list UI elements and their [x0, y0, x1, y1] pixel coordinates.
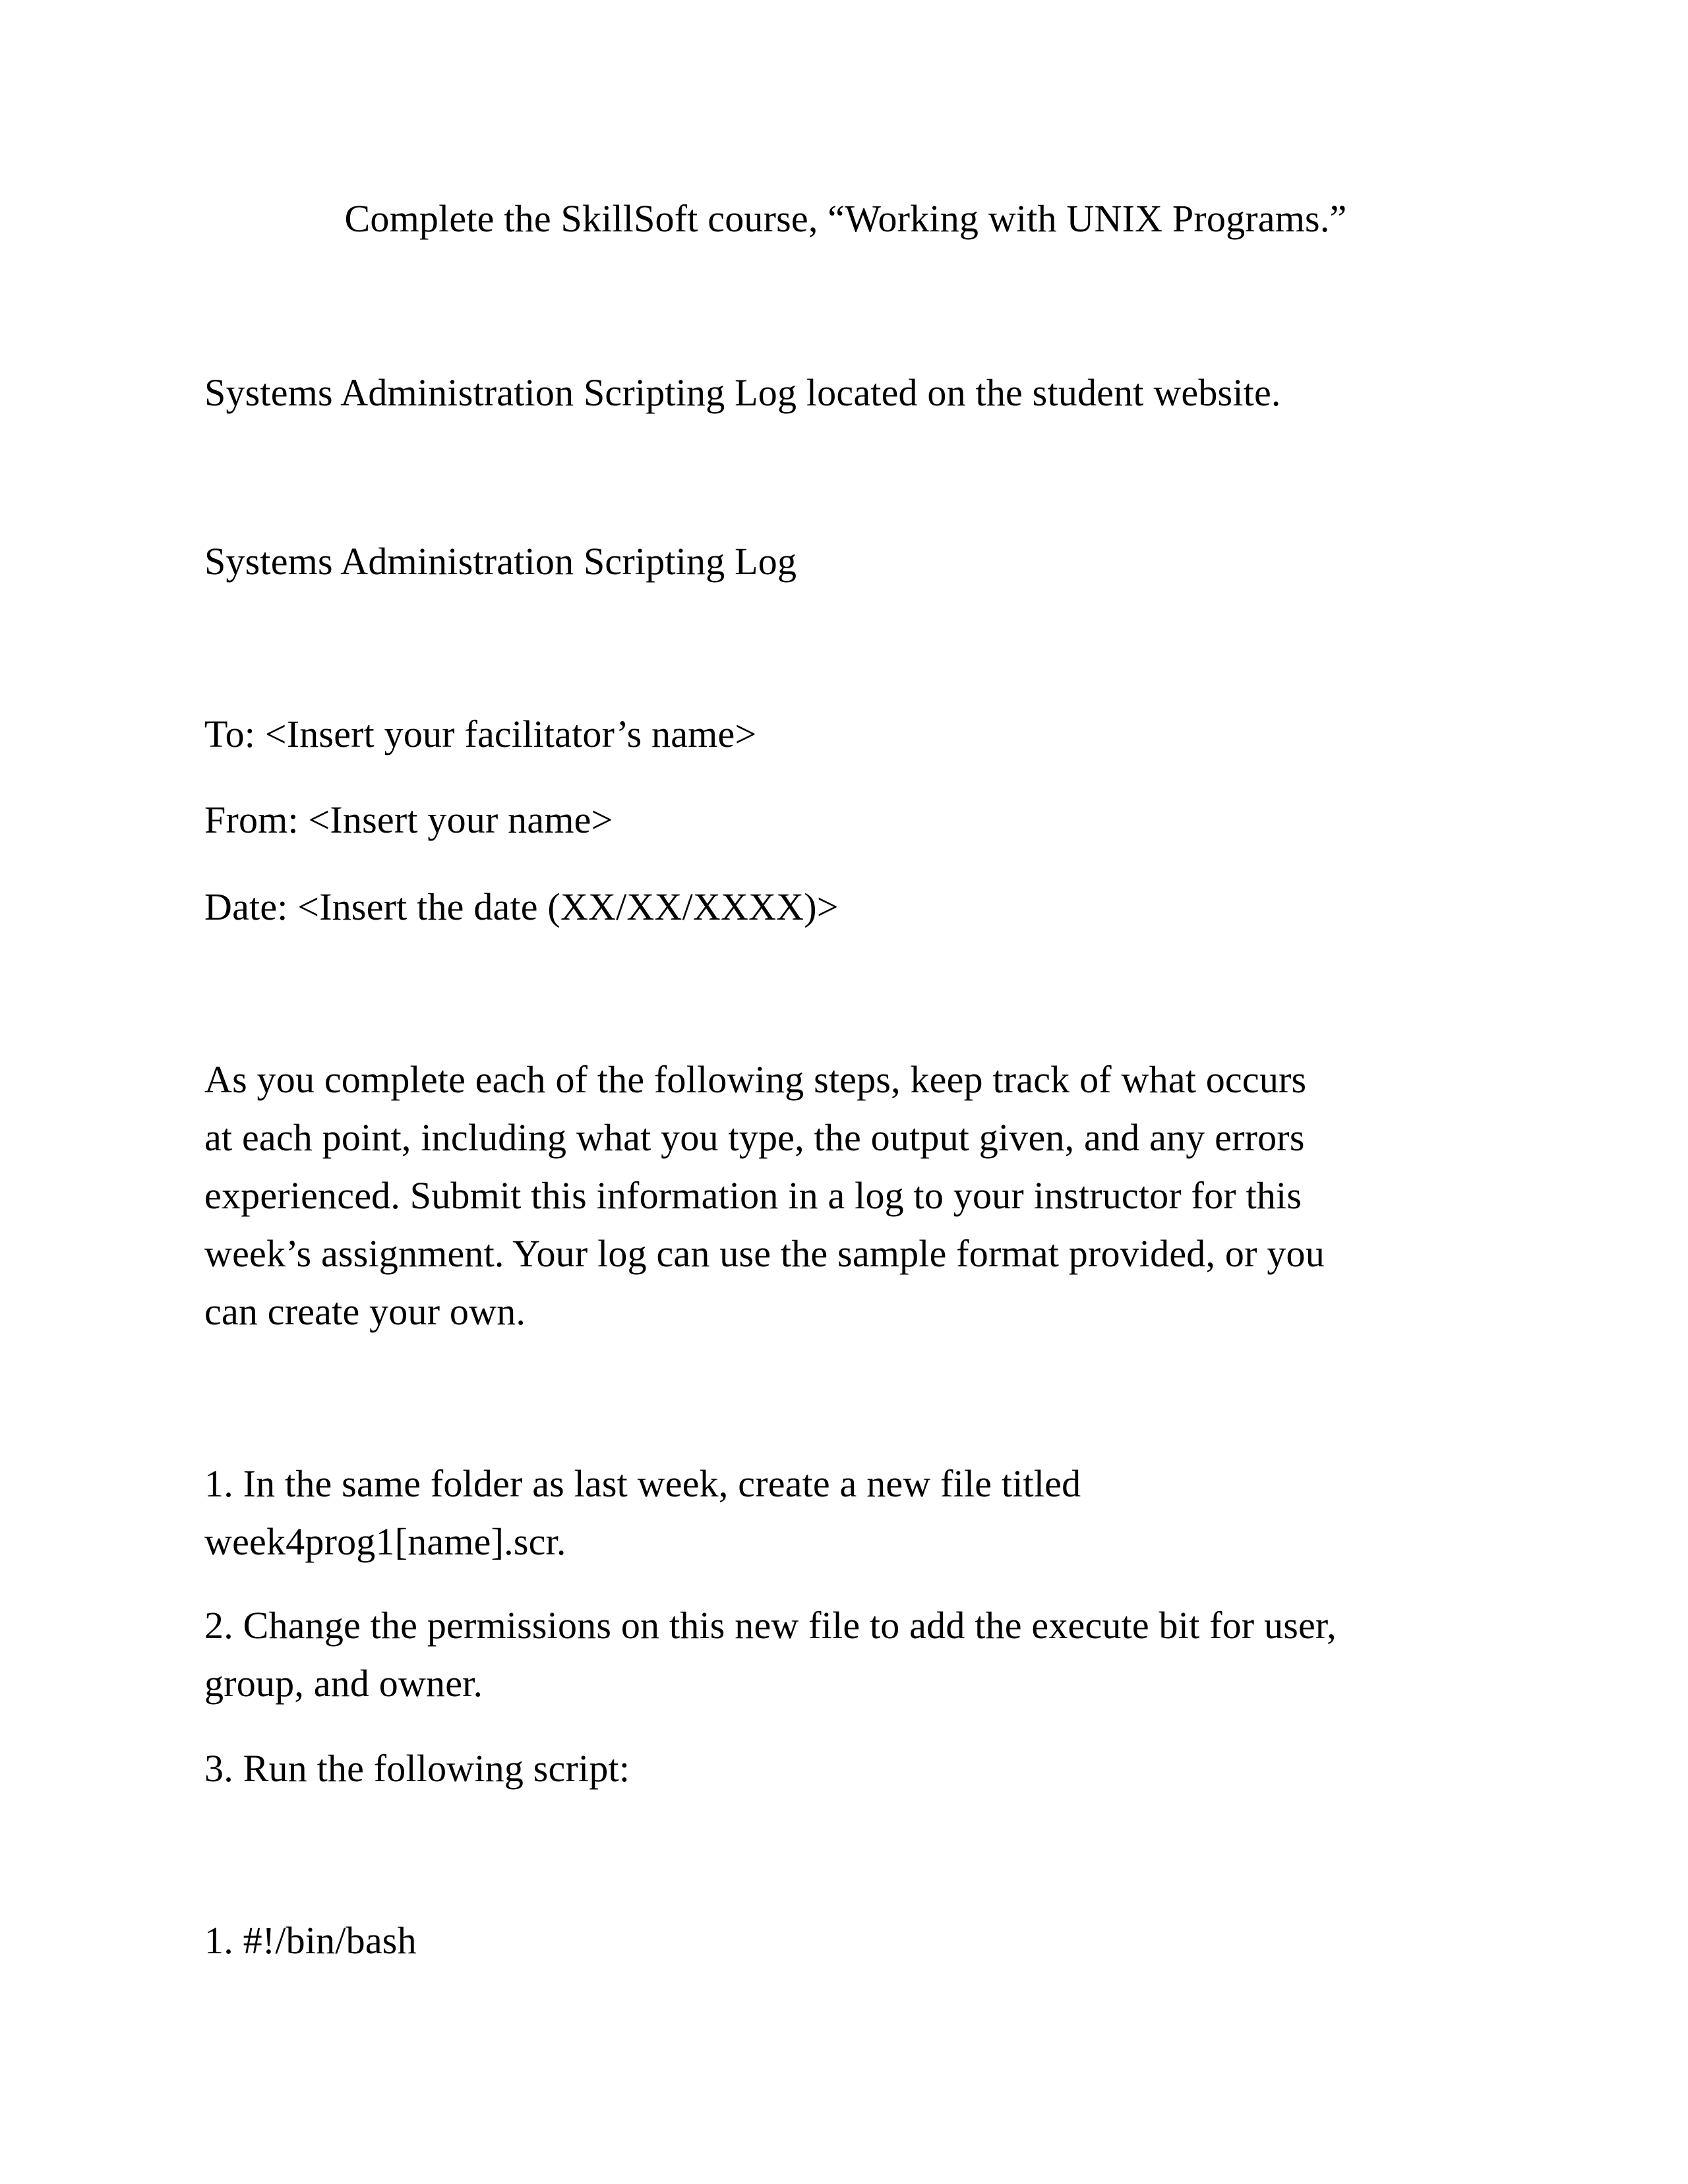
step-item-1 [204, 1455, 1487, 1571]
step-item-3 [204, 1740, 1487, 1798]
intro-line: week’s assignment. Your log can use the sample format provided, or you [204, 1232, 1325, 1275]
student-website-line: Systems Administration Scripting Log located on the student website. [204, 371, 1281, 414]
memo-date-line: Date: <Insert the date (XX/XX/XXXX)> [204, 885, 839, 928]
memo-to-line: To: <Insert your facilitator’s name> [204, 713, 757, 755]
intro-paragraph [204, 1051, 1487, 1341]
intro-line: As you complete each of the following steps, keep track of what occurs [204, 1058, 1307, 1101]
step-item-2 [204, 1597, 1487, 1713]
script-code-line: 1. #!/bin/bash [204, 1919, 417, 1962]
intro-line: experienced. Submit this information in a log to your instructor for this [204, 1174, 1302, 1217]
intro-line: can create your own. [204, 1290, 526, 1333]
step-line: group, and owner. [204, 1662, 483, 1705]
log-title: Systems Administration Scripting Log [204, 540, 797, 583]
memo-from-line: From: <Insert your name> [204, 798, 613, 841]
course-instruction-line: Complete the SkillSoft course, “Working with UNIX Programs.” [344, 197, 1347, 240]
step-line: 1. In the same folder as last week, create a new file titled [204, 1462, 1081, 1505]
step-line: 3. Run the following script: [204, 1747, 630, 1790]
step-line: 2. Change the permissions on this new file to add the execute bit for user, [204, 1604, 1337, 1647]
step-line: week4prog1[name].scr. [204, 1520, 566, 1563]
intro-line: at each point, including what you type, the output given, and any errors [204, 1116, 1305, 1159]
